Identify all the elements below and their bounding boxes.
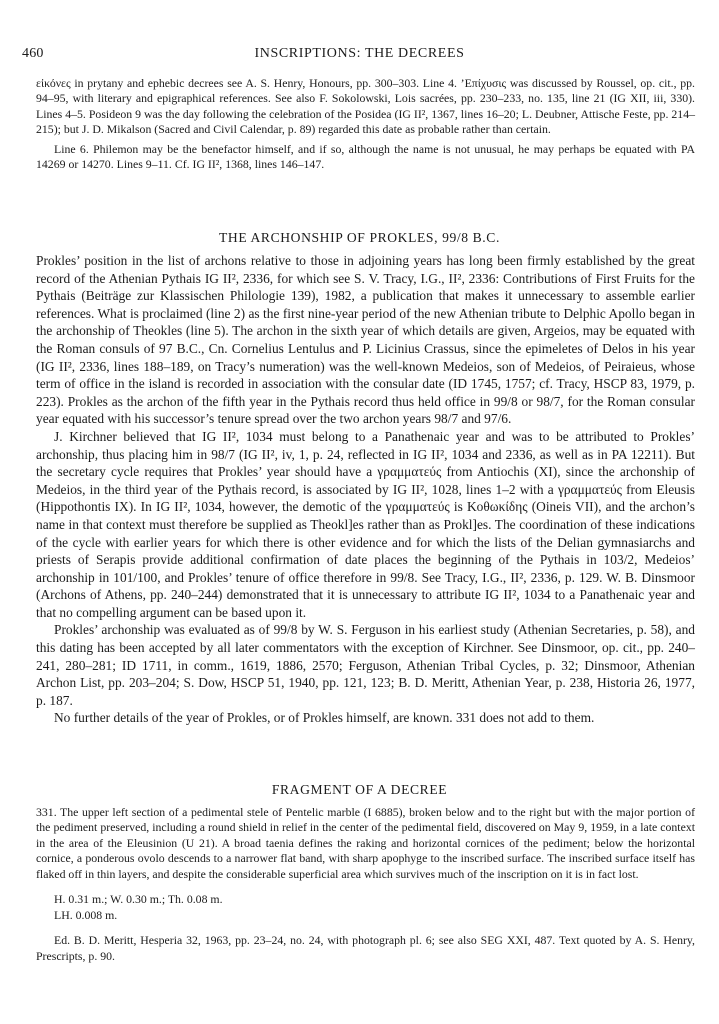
fragment-description: 331. The upper left section of a pedimental stele of Pentelic marble (I 6885), broken below and to the right but with the major portion of the pediment preserved, including a round shield in relief in the center of the pedimental field, discovered on May 9, 1959, in a late context in the area of the Eleusinion (U 21). A broad taenia defines the raking and horizontal cornices of the pediment; below the horizontal cornice, a ponderous ovolo descends to a narrower flat band, with sharp apophyge to the inscribed surface. The inscribed surface itself has flaked off in thin layers, and despite the considerable superficial area which survives much of the inscription on it is in fact lost. xyxy=(36,805,695,881)
archonship-paragraph-1: Prokles’ position in the list of archons relative to those in adjoining years has long been firmly established by the great record of the Athenian Pythais IG II², 2336, for which see S. V. Tracy, I.G., II², 2336: Contributions of First Fruits for the Pythais (Beiträge zur Klassischen Philologie 139), 1982, a publication that makes it unnecessary to assemble earlier references. What is proclaimed (line 2) as the first nine-year period of the new Athenian tribute to Delphic Apollo began in the archonship of Theokles (line 5). The archon in the sixth year of which details are given, Argeios, may be equated with the Roman consuls of 97 B.C., Cn. Cornelius Lentulus and P. Licinius Crassus, since the epimeletes of Delos in his year (IG II², 2336, lines 188–189, on Tracy’s numeration) was the well-known Medeios, son of Medeios, of Peiraieus, whose term of office in the island is recorded in association with the consular date (ID 1745, 1757; cf. Tracy, HSCP 83, 1979, p. 223). Prokles as the archon of the fifth year in the Pythais record thus held office in 99/8 or 98/7, for the Roman consular year equated with his successor’s tenure spread over the two archon years 98/7 and 97/6. xyxy=(36,253,695,427)
running-head xyxy=(0,46,719,66)
archonship-paragraph-2: J. Kirchner believed that IG II², 1034 must belong to a Panathenaic year and was to be attributed to Prokles’ archonship, thus placing him in 98/7 (IG II², iv, 1, p. 24, reflected in IG II², 1034 and 2336, as well as in PA 12211). But the secretary cycle requires that Prokles’ year should have a γραμματεύς from Antiochis (XI), since the archonship of Medeios, in the third year of the Pythais record, is associated by IG II², 1028, lines 1–2 with a γραμματεύς from Eleusis (Hippothontis IX). In IG II², 1034, however, the demotic of the γραμματεύς is Κοθωκίδης (Oineis VII), and the archon’s name in that context must therefore be supplied as Theokl]es rather than as Prokl]es. The coordination of these indications of the cycle with earlier years for which there is other evidence and for which the lists of the Delian gymnasiarchs and priests of Serapis provide additional confirmation of date places the beginning of the Pythais in 103/2, Medeios’ archonship in 101/100, and Prokles’ tenure of office therefore in 99/8. See Tracy, I.G., II², 2336, p. 129. W. B. Dinsmoor (Archons of Athens, pp. 240–244) demonstrated that it is unnecessary to attribute IG II², 1034 to a Panathenaic year and that no compelling argument can be based upon it. xyxy=(36,428,695,620)
commentary-note-1: εἰκόνες in prytany and ephebic decrees see A. S. Henry, Honours, pp. 300–303. Line 4. ’Επίχυσις was discussed by Roussel, op. cit., pp. 94–95, with literary and epigraphical references. See also F. Sokolowski, Lois sacrées, pp. 230–233, no. 135, line 21 (IG XII, iii, 330). Lines 4–5. Posideon 9 was the day following the celebration of the Posidea (IG II², 1367, lines 16–20; L. Deubner, Attische Feste, pp. 214–215); but J. D. Mikalson (Sacred and Civil Calendar, p. 89) regarded this date as probable rather than certain. xyxy=(36,76,695,137)
commentary-notes xyxy=(36,76,695,172)
fragment-edition: Ed. B. D. Meritt, Hesperia 32, 1963, pp. 23–24, no. 24, with photograph pl. 6; see also SEG XXI, 487. Text quoted by A. S. Henry, Prescripts, p. 90. xyxy=(36,933,695,963)
fragment-letter-height: LH. 0.008 m. xyxy=(54,907,118,922)
archonship-paragraph-3: Prokles’ archonship was evaluated as of 99/8 by W. S. Ferguson in his earliest study (Athenian Secretaries, p. 58), and this dating has been accepted by all later commentators with the exception of Kirchner. See Dinsmoor, op. cit., pp. 240–241, 280–281; ID 1711, in comm., 1619, 1886, 2570; Ferguson, Athenian Tribal Cycles, p. 32; Dinsmoor, Athenian Archon List, pp. 203–204; S. Dow, HSCP 51, 1940, pp. 121, 123; B. D. Meritt, Athenian Year, p. 238, Historia 26, 1977, p. 187. xyxy=(36,622,695,708)
section-title-fragment: FRAGMENT OF A DECREE xyxy=(271,782,448,797)
archonship-paragraph-4: No further details of the year of Prokles, or of Prokles himself, are known. 331 does not add to them. xyxy=(54,710,595,726)
fragment-dimensions: H. 0.31 m.; W. 0.30 m.; Th. 0.08 m. xyxy=(54,892,223,907)
page-number: 460 xyxy=(22,46,44,61)
fragment-section xyxy=(36,805,695,964)
commentary-note-2: Line 6. Philemon may be the benefactor himself, and if so, although the name is not unusual, he may perhaps be equated with PA 14269 or 14270. Lines 9–11. Cf. IG II², 1368, lines 146–147. xyxy=(36,141,695,172)
running-title: INSCRIPTIONS: THE DECREES xyxy=(254,46,465,61)
section-title-archonship: THE ARCHONSHIP OF PROKLES, 99/8 B.C. xyxy=(219,230,500,245)
archonship-section xyxy=(36,252,695,727)
